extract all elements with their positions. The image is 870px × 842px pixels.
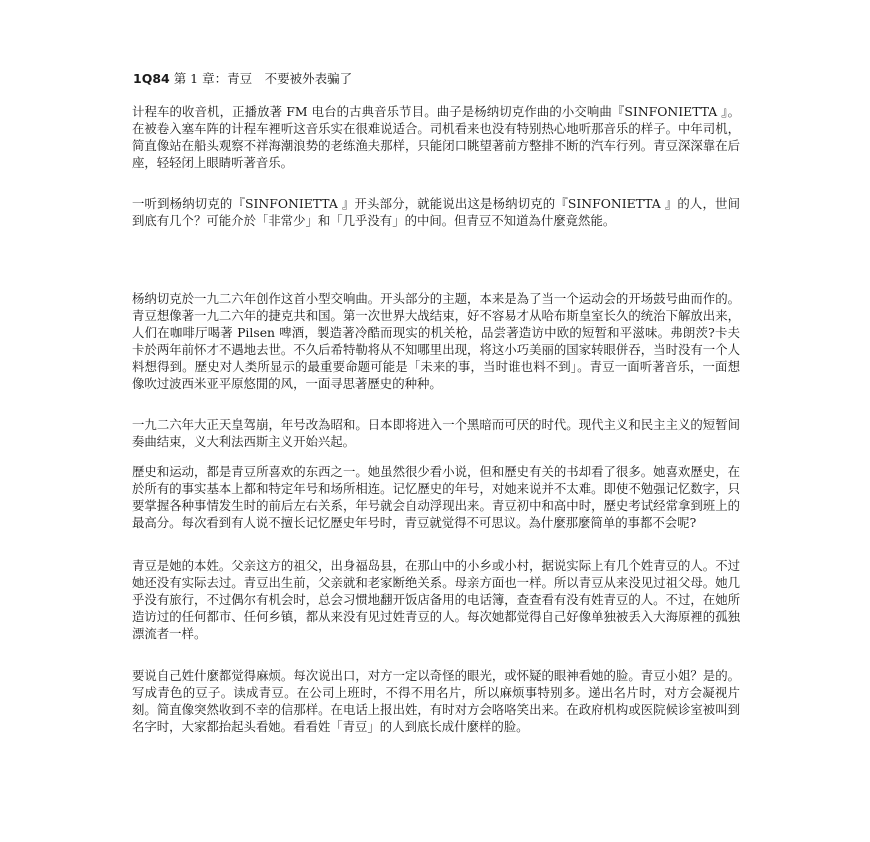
paragraph: 一听到杨纳切克的『SINFONIETTA 』开头部分，就能说出这是杨纳切克的『SINFONIETTA 』的人，世间到底有几个？可能介於「非常少」和「几乎没有」的中间。但青豆不知道為什麼竟然能。 <box>132 196 740 228</box>
paragraph: 杨纳切克於一九二六年创作这首小型交响曲。开头部分的主题，本来是為了当一个运动会的开场鼓号曲而作的。青豆想像著一九二六年的捷克共和国。第一次世界大战结束，好不容易才从哈布斯皇室长久的统治下解放出来，人们在咖啡厅喝著 Pilsen 啤酒，製造著冷酷而现实的机关枪，品尝著造访中欧的短暂和平滋味。弗朗茨?卡夫卡於两年前怀才不遇地去世。不久后希特勒将从不知哪里出现，将这小巧美丽的国家转眼併吞，当时没有一个人料想得到。歷史对人类所显示的最重要命题可能是「未来的事，当时谁也料不到」。青豆一面听著音乐，一面想像吹过波西米亚平原悠閒的风，一面寻思著歷史的种种。 <box>132 291 740 391</box>
paragraph: 歷史和运动，都是青豆所喜欢的东西之一。她虽然很少看小说，但和歷史有关的书却看了很多。她喜欢歷史，在於所有的事实基本上都和特定年号和场所相连。记忆歷史的年号，对她来说并不太难。即使不勉强记忆数字，只要掌握各种事情发生时的前后左右关系，年号就会自动浮现出来。青豆初中和高中时，歷史考试经常拿到班上的最高分。每次看到有人说不擅长记忆歷史年号时，青豆就觉得不可思议。為什麼那麼简单的事都不会呢? <box>132 464 740 530</box>
paragraph: 一九二六年大正天皇驾崩，年号改為昭和。日本即将进入一个黑暗而可厌的时代。现代主义和民主主义的短暂间奏曲结束，义大利法西斯主义开始兴起。 <box>132 417 740 449</box>
chapter-header <box>133 71 352 87</box>
book-title: 1Q84 <box>133 71 170 86</box>
paragraph: 要说自己姓什麼都觉得麻烦。每次说出口，对方一定以奇怪的眼光，或怀疑的眼神看她的脸。青豆小姐？是的。写成青色的豆子。读成青豆。在公司上班时，不得不用名片，所以麻烦事特别多。递出名片时，对方会凝视片刻。简直像突然收到不幸的信那样。在电话上报出姓，有时对方会咯咯笑出来。在政府机构或医院候诊室被叫到名字时，大家都抬起头看她。看看姓「青豆」的人到底长成什麼样的脸。 <box>132 668 740 734</box>
paragraph: 青豆是她的本姓。父亲这方的祖父，出身福岛县，在那山中的小乡或小村，据说实际上有几个姓青豆的人。不过她还没有实际去过。青豆出生前，父亲就和老家断绝关系。母亲方面也一样。所以青豆从来没见过祖父母。她几乎没有旅行，不过偶尔有机会时，总会习惯地翻开饭店备用的电话簿，查查看有没有姓青豆的人。不过，在她所造访过的任何都市、任何乡镇，都从来没有见过姓青豆的人。每次她都觉得自己好像单独被丢入大海原裡的孤独漂流者一样。 <box>132 558 740 641</box>
chapter-title: 第 1 章：青豆 不要被外表骗了 <box>173 71 353 86</box>
paragraph: 计程车的收音机，正播放著 FM 电台的古典音乐节目。曲子是杨纳切克作曲的小交响曲『SINFONIETTA 』。在被卷入塞车阵的计程车裡听这音乐实在很难说适合。司机看来也没有特别热心地听那音乐的样子。中年司机，简直像站在船头观察不祥海潮浪势的老练渔夫那样，只能闭口眺望著前方整排不断的汽车行列。青豆深深靠在后座，轻轻闭上眼睛听著音乐。 <box>132 104 740 170</box>
